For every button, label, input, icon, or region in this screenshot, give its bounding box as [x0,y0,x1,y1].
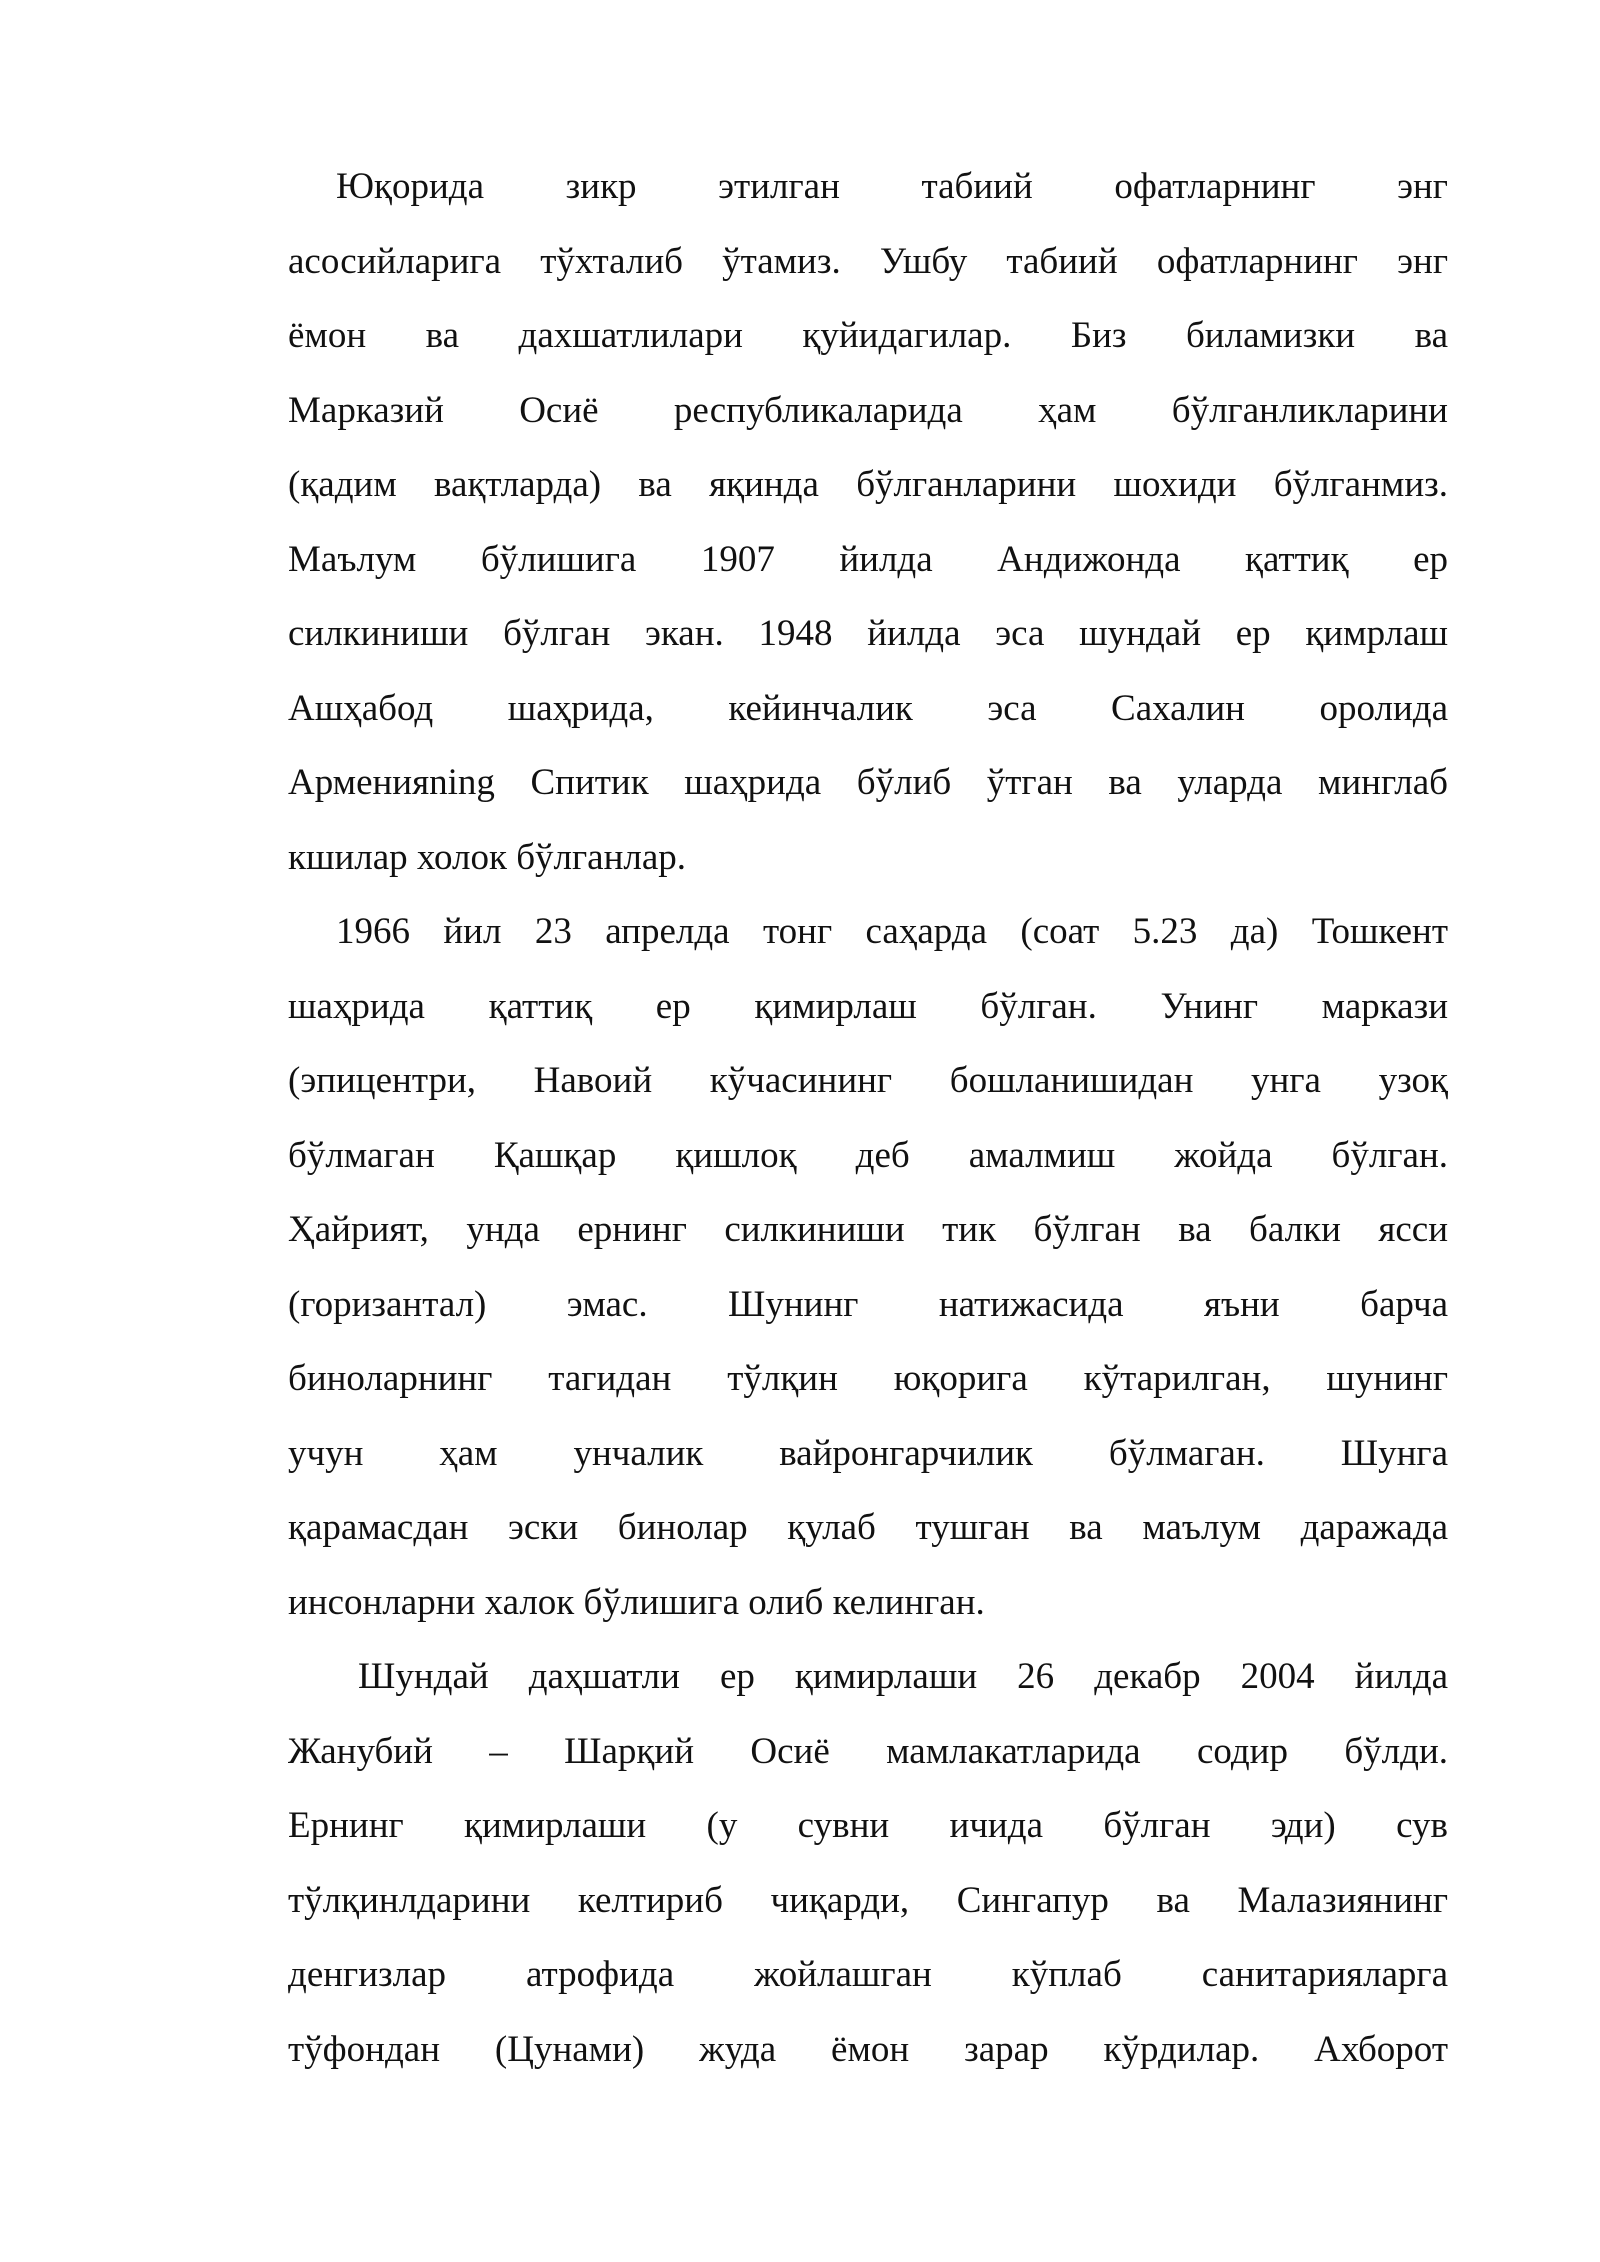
text-line: Ернинг қимирлаши (у сувни ичида бўлган эди) сув [288,1805,1448,1846]
text-line: 1966 йил 23 апрелда тонг саҳарда (соат 5.23 да) Тошкент [336,911,1448,952]
text-line: бўлмаган Қашқар қишлоқ деб амалмиш жойда бўлган. [288,1134,1448,1176]
text-line: (горизантал) эмас. Шунинг натижасида яъни барча [288,1283,1448,1325]
text-line: (эпицентри, Навоий кўчасининг бошланишидан унга узоқ [288,1060,1448,1101]
paragraph-1 [288,150,1448,895]
text-line: тўфондан (Цунами) жуда ёмон зарар кўрдилар. Ахборот [288,2028,1448,2070]
text-line: биноларнинг тагидан тўлқин юқорига кўтарилган, шунинг [288,1358,1448,1399]
text-line: асосийларига тўхталиб ўтамиз. Ушбу табиий офатларнинг энг [288,240,1448,282]
text-line: Шундай даҳшатли ер қимирлаши 26 декабр 2004 йилда [358,1656,1448,1697]
text-line: учун ҳам унчалик вайронгарчилик бўлмаган. Шунга [288,1432,1448,1474]
text-line: шаҳрида қаттиқ ер қимирлаш бўлган. Унинг маркази [288,985,1448,1027]
text-line: қарамасдан эски бинолар қулаб тушган ва маълум даражада [288,1507,1448,1548]
text-line: Ҳайрият, унда ернинг силкиниши тик бўлган ва балки ясси [288,1209,1448,1250]
text-line: Ашҳабод шаҳрида, кейинчалик эса Сахалин оролида [288,687,1448,729]
text-line: Маълум бўлишига 1907 йилда Андижонда қаттиқ ер [288,538,1448,580]
text-line: кшилар холок бўлганлар. [288,836,687,878]
text-line: Жанубий – Шарқий Осиё мамлакатларида содир бўлди. [288,1730,1448,1772]
text-line: (қадим вақтларда) ва яқинда бўлганларини шохиди бўлганмиз. [288,464,1448,505]
paragraph-2 [288,895,1448,1640]
text-line: инсонларни халок бўлишига олиб келинган. [288,1581,985,1623]
paragraph-3 [288,1640,1448,2087]
text-line: Арменияning Спитик шаҳрида бўлиб ўтган ва уларда минглаб [288,762,1448,803]
document-body [288,150,1448,2087]
text-line: ёмон ва дахшатлилари қуйидагилар. Биз биламизки ва [288,315,1448,356]
text-line: Юқорида зикр этилган табиий офатларнинг энг [336,166,1448,207]
text-line: силкиниши бўлган экан. 1948 йилда эса шундай ер қимрлаш [288,613,1448,654]
text-line: тўлқинлдарини келтириб чиқарди, Сингапур ва Малазиянинг [288,1879,1448,1921]
text-line: денгизлар атрофида жойлашган кўплаб санитарияларга [288,1954,1448,1995]
text-line: Марказий Осиё республикаларида ҳам бўлганликларини [288,389,1448,431]
